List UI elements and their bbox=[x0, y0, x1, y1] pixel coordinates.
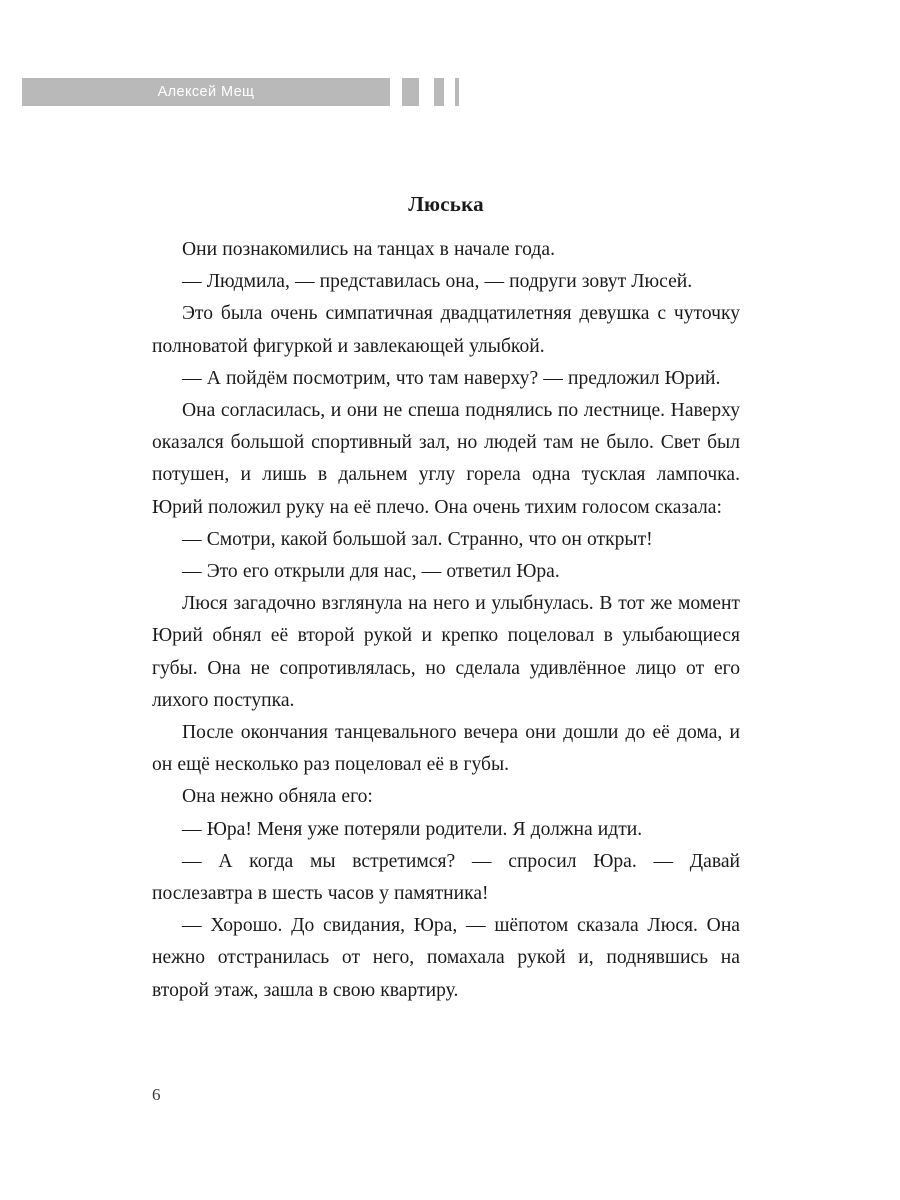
body-text bbox=[152, 234, 740, 1007]
body-paragraph: — Смотри, какой большой зал. Странно, что он открыт! bbox=[182, 528, 653, 550]
body-paragraph: Они познакомились на танцах в начале года. bbox=[182, 239, 555, 260]
header-decoration-block-3 bbox=[455, 78, 459, 106]
body-paragraph: — А когда мы встретимся? — спросил Юра. — Давай послезавтра в шесть часов у памятника! bbox=[152, 850, 740, 905]
text-column bbox=[152, 190, 740, 1007]
body-paragraph: Люся загадочно взглянула на него и улыбнулась. В тот же момент Юрий обнял её второй рукой и крепко поцеловал в улыбающиеся губы. Она не сопротивлялась, но сделала удивлённое лицо от его лихого поступка. bbox=[152, 593, 740, 711]
body-paragraph: — А пойдём посмотрим, что там наверху? — предложил Юрий. bbox=[182, 367, 721, 389]
body-paragraph: — Людмила, — представилась она, — подруги зовут Люсей. bbox=[182, 271, 693, 293]
body-paragraph: — Хорошо. До свидания, Юра, — шёпотом сказала Люся. Она нежно отстранилась от него, помахала рукой и, поднявшись на второй этаж, зашла в свою квартиру. bbox=[152, 915, 740, 1001]
body-paragraph: Это была очень симпатичная двадцатилетняя девушка с чуточку полноватой фигуркой и завлекающей улыбкой. bbox=[152, 303, 740, 357]
body-paragraph: — Юра! Меня уже потеряли родители. Я должна идти. bbox=[182, 818, 643, 840]
running-head-author: Алексей Мещ bbox=[157, 84, 255, 100]
body-paragraph: После окончания танцевального вечера они дошли до её дома, и он ещё несколько раз поцеловал её в губы. bbox=[152, 722, 740, 776]
running-head bbox=[22, 78, 462, 106]
chapter-title: Люська bbox=[408, 192, 484, 216]
header-decoration-block-2 bbox=[434, 78, 444, 106]
page-number: 6 bbox=[152, 1085, 161, 1104]
body-paragraph: Она согласилась, и они не спеша поднялись по лестнице. Наверху оказался большой спортивный зал, но людей там не было. Свет был потушен, и лишь в дальнем углу горела одна тусклая лампочка. Юрий положил руку на её плечо. Она очень тихим голосом сказала: bbox=[152, 400, 740, 518]
body-paragraph: Она нежно обняла его: bbox=[182, 786, 373, 808]
header-decoration-block-1 bbox=[402, 78, 419, 106]
body-paragraph: — Это его открыли для нас, — ответил Юра. bbox=[182, 561, 560, 583]
